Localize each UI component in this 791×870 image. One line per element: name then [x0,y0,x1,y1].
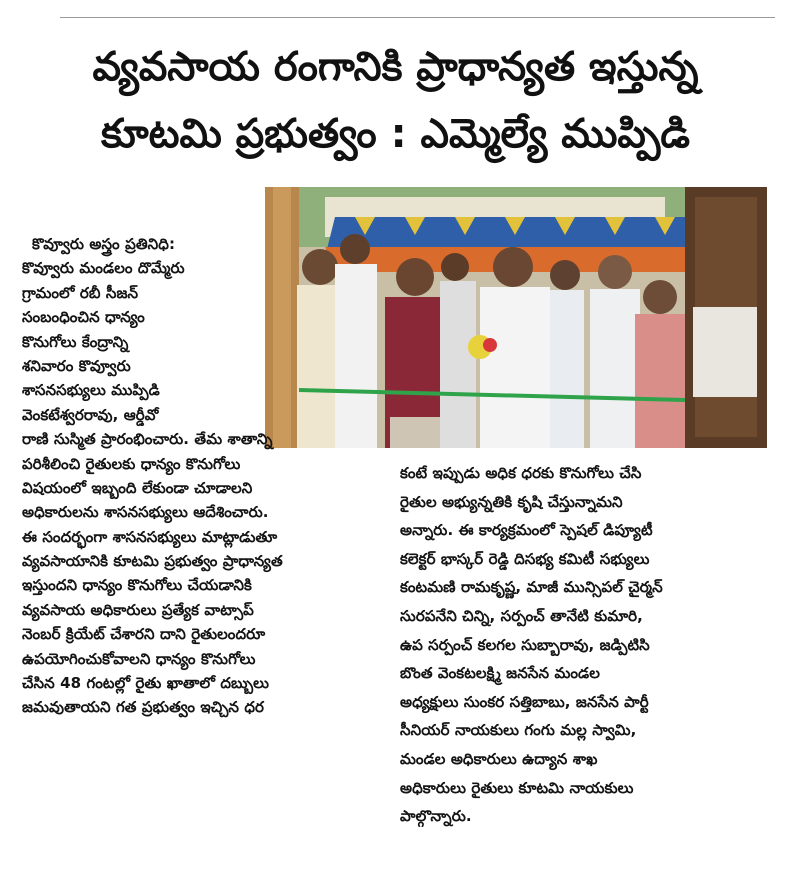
article-line: కొవ్వూరు మండలం దొమ్మేరు [22,259,185,278]
article-line: శాసనసభ్యులు ముప్పిడి [22,381,160,400]
article-line: కలెక్టర్ భాస్కర్ రెడ్డి దిసభ్య కమిటీ సభ్యులు [400,549,650,568]
headline-line-1: వ్యవసాయ రంగానికి ప్రాధాన్యత ఇస్తున్న [92,44,699,90]
article-line: పరిశీలించి రైతులకు ధాన్యం కొనుగోలు [22,454,241,473]
article-line: బొంత వెంకటలక్ష్మి జనసేన మండల [400,664,600,683]
article-line: గ్రామంలో రబీ సీజన్ [22,283,139,302]
headline-line-2: కూటమి ప్రభుత్వం : ఎమ్మెల్యే ముప్పిడి [101,111,690,157]
article-left-column [22,232,370,720]
article-line: కంటమణి రామకృష్ణ, మాజీ మున్సిపల్ చైర్మన్ [400,578,663,597]
article-line: విషయంలో ఇబ్బంది లేకుండా చూడాలని [22,478,253,497]
article-line: వ్యవసాయ అధికారులు ప్రత్యేక వాట్సాప్ [22,600,254,619]
article-line: రైతుల అభ్యున్నతికి కృషి చేస్తున్నామని [400,492,623,511]
article-line: ఇస్తుందని ధాన్యం కొనుగోలు చేయడానికి [22,576,252,595]
article-line: రాణి సుస్మిత ప్రారంభించారు. తేమ శాతాన్ని [22,430,273,449]
article-line: అధికారులను శాసనసభ్యులు ఆదేశించారు. [22,503,269,522]
article-line: ఉపయోగించుకోవాలని ధాన్యం కొనుగోలు [22,649,256,668]
top-rule [60,17,775,18]
article-line: జమవుతాయని గత ప్రభుత్వం ఇచ్చిన ధర [22,698,265,717]
article-line: కంటే ఇప్పుడు అధిక ధరకు కొనుగోలు చేసి [400,464,642,482]
article-line: సంబంధించిన ధాన్యం [22,308,145,327]
article-line: అధ్యక్షులు సుంకర సత్తిబాబు, జనసేన పార్టీ [400,692,649,711]
article-line: చేసిన 48 గంటల్లో రైతు ఖాతాలో దబ్బులు [22,674,270,693]
article-line: శనివారం కొవ్వూరు [22,356,131,375]
article-line: ఈ సందర్భంగా శాసనసభ్యులు మాట్లాడుతూ [22,527,278,546]
article-line: కొవ్వూరు అస్త్రం ప్రతినిధి: [32,235,176,253]
article-line: మండల అధికారులు ఉద్యాన శాఖ [400,749,598,768]
article-line: నెంబర్ క్రియేట్ చేశారని దాని రైతులందరూ [22,625,266,644]
article-line: సురపనేని చిన్ని, సర్పంచ్ తానేటి కుమారి, [400,606,643,625]
article-line: కొనుగోలు కేంద్రాన్ని [22,332,129,351]
article-line: వెంకటేశ్వరరావు, ఆర్డీవో [22,405,159,424]
article-line: ఉప సర్పంచ్ కలగల సుబ్బారావు, జడ్పిటిసి [400,635,650,654]
article-right-column [400,459,780,831]
article-line: అధికారులు రైతులు కూటమి నాయకులు [400,778,634,797]
article-line: అన్నారు. ఈ కార్యక్రమంలో స్పెషల్ డిప్యూటీ [400,521,653,540]
article-line: పాల్గొన్నారు. [400,807,472,826]
article-line: సీనియర్ నాయకులు గంగు మల్ల స్వామి, [400,721,637,740]
article-line: వ్యవసాయానికి కూటమి ప్రభుత్వం ప్రాధాన్యత [22,552,283,571]
